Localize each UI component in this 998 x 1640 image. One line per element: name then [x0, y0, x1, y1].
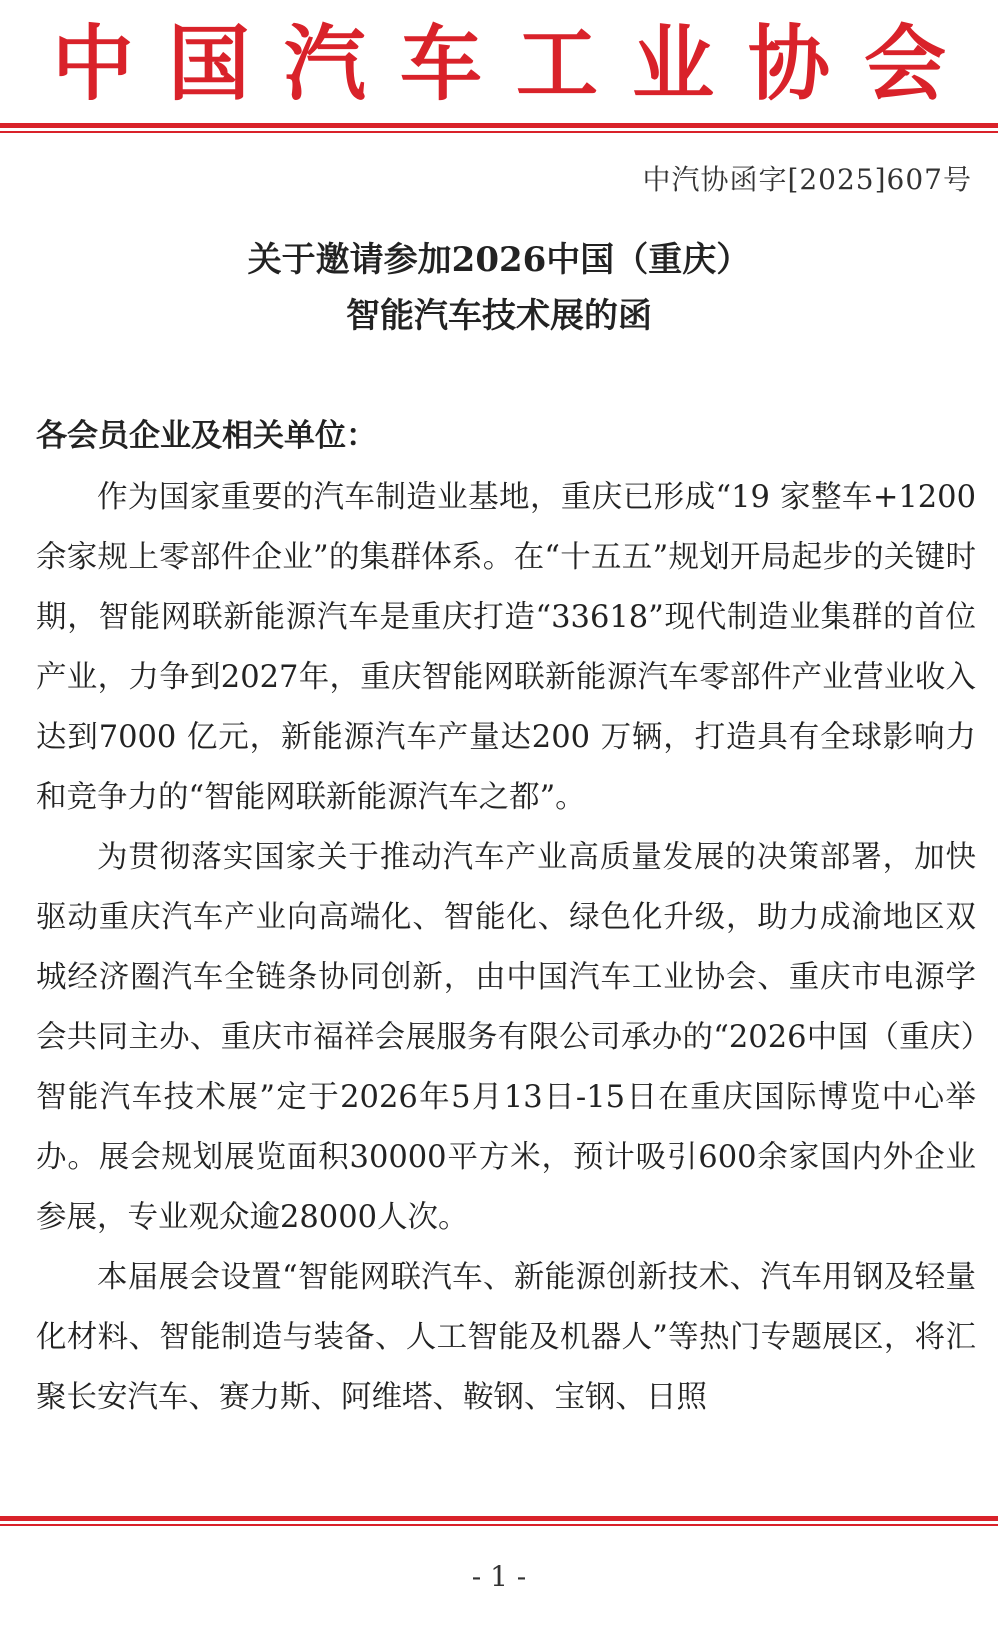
footer-rule-thick: [0, 1516, 998, 1521]
body-paragraph: 本届展会设置“智能网联汽车、新能源创新技术、汽车用钢及轻量化材料、智能制造与装备、人工智能及机器人”等热门专题展区，将汇聚长安汽车、赛力斯、阿维塔、鞍钢、宝钢、日照: [36, 1260, 976, 1415]
body-paragraph: 为贯彻落实国家关于推动汽车产业高质量发展的决策部署，加快驱动重庆汽车产业向高端化、智能化、绿色化升级，助力成渝地区双城经济圈汽车全链条协同创新，由中国汽车工业协会、重庆市电源学会共同主办、重庆市福祥会展服务有限公司承办的“2026中国（重庆）智能汽车技术展”定于2026年5月13日-15日在重庆国际博览中心举办。展会规划展览面积30000平方米，预计吸引600余家国内外企业参展，专业观众逾28000人次。: [36, 840, 976, 1235]
letter-title-line2: 智能汽车技术展的函: [346, 296, 652, 336]
header-rule-thick: [0, 123, 998, 128]
salutation: 各会员企业及相关单位：: [36, 418, 377, 454]
footer-rule-thin: [0, 1524, 998, 1526]
header-rule-thin: [0, 131, 998, 133]
letter-body: [36, 468, 976, 1428]
document-number: 中汽协函字[2025]607号: [642, 163, 972, 196]
page-number: - 1 -: [471, 1560, 527, 1593]
body-paragraph: 作为国家重要的汽车制造业基地，重庆已形成“19 家整车+1200余家规上零部件企业”的集群体系。在“十五五”规划开局起步的关键时期，智能网联新能源汽车是重庆打造“33618”现代制造业集群的首位产业，力争到2027年，重庆智能网联新能源汽车零部件产业营业收入达到7000 亿元，新能源汽车产量达200 万辆，打造具有全球影响力和竞争力的“智能网联新能源汽车之都”。: [36, 480, 976, 815]
org-masthead: 中国汽车工业协会: [51, 16, 980, 112]
letter-title-line1: 关于邀请参加2026中国（重庆）: [247, 240, 751, 280]
